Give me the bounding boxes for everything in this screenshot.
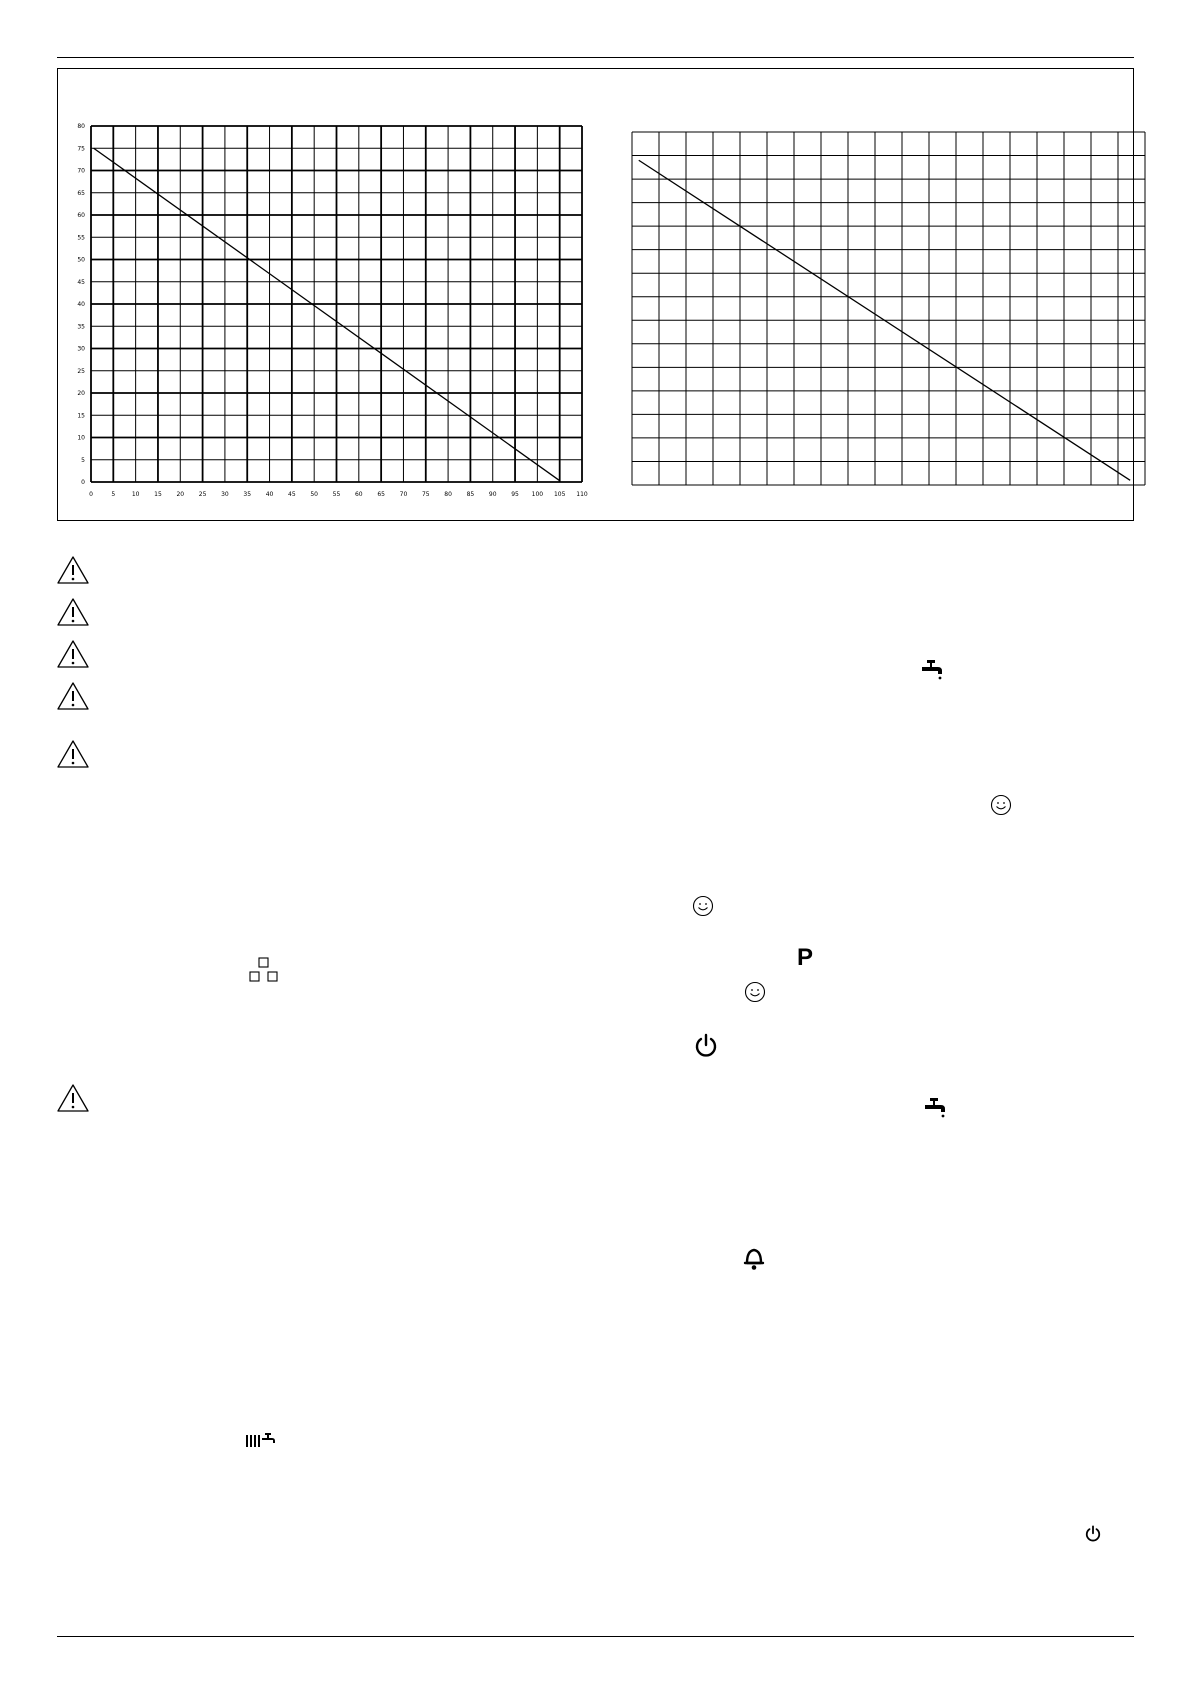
x-tick-label: 40 xyxy=(265,491,274,498)
chart-left xyxy=(60,118,588,498)
bell-icon xyxy=(743,1245,765,1271)
x-tick-label: 65 xyxy=(377,491,385,498)
x-tick-label: 25 xyxy=(198,491,207,498)
x-tick-label: 30 xyxy=(221,491,229,498)
y-tick-label: 60 xyxy=(77,212,85,219)
tap-icon xyxy=(921,659,945,683)
x-tick-label: 15 xyxy=(154,491,162,498)
x-tick-label: 20 xyxy=(176,491,185,498)
chart-right xyxy=(612,126,1132,478)
x-tick-label: 50 xyxy=(310,491,319,498)
smiley-icon xyxy=(990,794,1012,816)
power-icon xyxy=(693,1033,719,1059)
warning-icon xyxy=(56,597,90,627)
x-tick-label: 70 xyxy=(399,491,408,498)
y-tick-label: 75 xyxy=(77,145,85,153)
warning-icon xyxy=(56,1083,90,1113)
x-tick-label: 85 xyxy=(466,491,475,498)
warning-icon xyxy=(56,681,90,711)
y-tick-label: 70 xyxy=(77,167,85,175)
bottom-rule xyxy=(57,1636,1134,1637)
network-boxes-icon xyxy=(249,957,279,983)
warning-icon xyxy=(56,555,90,585)
y-tick-label: 80 xyxy=(77,123,85,130)
y-tick-label: 40 xyxy=(77,301,85,308)
top-rule xyxy=(57,57,1134,58)
smiley-icon xyxy=(744,981,766,1003)
y-tick-label: 55 xyxy=(77,234,85,242)
x-tick-label: 35 xyxy=(243,491,252,498)
warning-icon xyxy=(56,739,90,769)
y-tick-label: 20 xyxy=(77,390,85,397)
parking-p-icon: P xyxy=(797,944,814,971)
x-tick-label: 0 xyxy=(89,491,93,498)
y-tick-label: 30 xyxy=(77,345,85,353)
x-tick-label: 90 xyxy=(488,491,497,498)
power-icon xyxy=(1084,1525,1102,1543)
x-tick-label: 10 xyxy=(131,491,140,498)
series-line xyxy=(94,148,560,480)
x-tick-label: 75 xyxy=(421,491,430,498)
x-tick-label: 45 xyxy=(288,491,296,498)
x-tick-label: 80 xyxy=(444,491,452,498)
y-tick-label: 45 xyxy=(77,278,85,286)
x-tick-label: 100 xyxy=(531,491,544,498)
smiley-icon xyxy=(692,895,714,917)
warning-icon xyxy=(56,639,90,669)
tap-icon xyxy=(924,1097,948,1121)
y-tick-label: 35 xyxy=(77,323,85,331)
y-tick-label: 5 xyxy=(81,456,85,464)
x-tick-label: 95 xyxy=(511,491,519,498)
y-tick-label: 15 xyxy=(77,412,85,420)
x-tick-label: 105 xyxy=(553,491,566,498)
y-tick-label: 50 xyxy=(77,256,85,264)
x-tick-label: 55 xyxy=(332,491,341,498)
x-tick-label: 110 xyxy=(576,491,588,498)
radiator-tap-icon xyxy=(245,1432,277,1450)
y-tick-label: 10 xyxy=(77,434,85,442)
y-tick-label: 65 xyxy=(77,189,85,197)
x-tick-label: 60 xyxy=(354,491,363,498)
x-tick-label: 5 xyxy=(111,491,116,498)
y-tick-label: 0 xyxy=(81,479,85,486)
y-tick-label: 25 xyxy=(77,367,85,375)
